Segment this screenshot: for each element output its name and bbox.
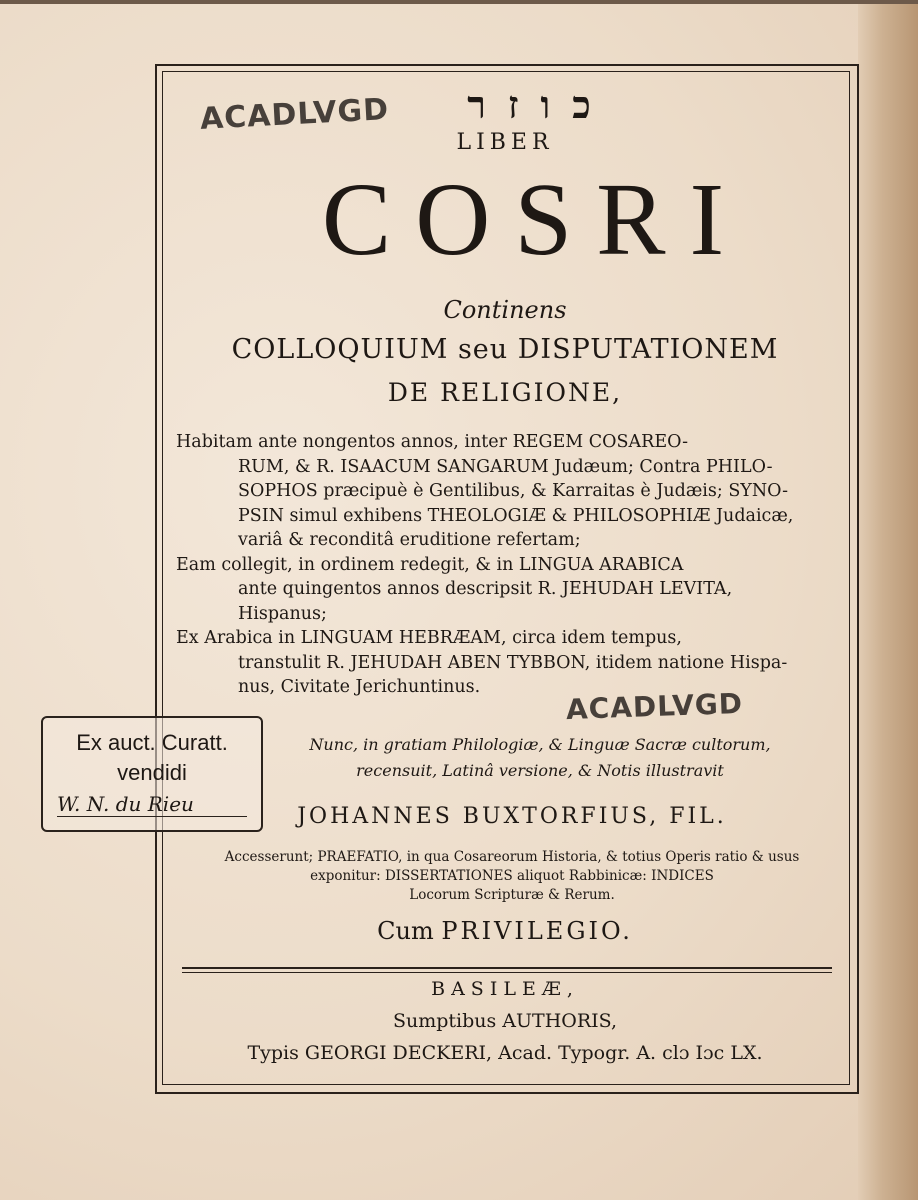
description-line: SOPHOS præcipuè è Gentilibus, & Karraitas è Judæis; SYNO-: [238, 481, 789, 501]
hebrew-title: כוזר: [467, 82, 613, 127]
description-line: Eam collegit, in ordinem redegit, & in LINGUA ARABICA: [176, 554, 684, 575]
sale-label-line: Ex auct. Curatt.: [76, 730, 228, 755]
description-line: PSIN simul exhibens THEOLOGIÆ & PHILOSOPHIÆ Judaicæ,: [238, 505, 794, 526]
main-title: COSRI: [321, 162, 749, 277]
description-line: Ex Arabica in LINGUAM HEBRÆAM, circa idem tempus,: [176, 628, 682, 648]
description-line: ante quingentos annos descripsit R. JEHUDAH LEVITA,: [238, 579, 733, 599]
library-stamp-top: ACADLVGD: [199, 92, 390, 137]
sale-label-line: vendidi: [117, 760, 187, 785]
description-line: variâ & reconditâ eruditione refertam;: [238, 530, 581, 550]
additions-line: exponitur: DISSERTATIONES aliquot Rabbinicæ: INDICES: [310, 868, 714, 884]
divider-rule: [182, 967, 832, 969]
description-block: [176, 430, 844, 700]
editor-note-line: recensuit, Latinâ versione, & Notis illustravit: [356, 761, 724, 780]
divider-rule-thin: [182, 972, 832, 973]
privilege-prefix: Cum: [377, 917, 434, 945]
author-name: JOHANNES BUXTORFIUS, FIL.: [297, 804, 727, 829]
description-line: nus, Civitate Jerichuntinus.: [238, 677, 481, 697]
imprint-publisher: Sumptibus AUTHORIS,: [392, 1010, 618, 1032]
sale-label: [41, 716, 263, 832]
heading-colloquium: COLLOQUIUM seu DISPUTATIONEM: [231, 334, 779, 365]
top-edge: [0, 0, 918, 4]
privilege-word: PRIVILEGIO.: [441, 917, 633, 945]
description-line: RUM, & R. ISAACUM SANGARUM Judæum; Contra PHILO-: [238, 456, 773, 477]
imprint-printer: Typis GEORGI DECKERI, Acad. Typogr. A. clɔ Iɔc LX.: [247, 1042, 763, 1064]
description-line: transtulit R. JEHUDAH ABEN TYBBON, itidem natione Hispa-: [238, 652, 788, 673]
additions-line: Accesserunt; PRAEFATIO, in qua Cosareorum Historia, & totius Operis ratio & usus: [224, 849, 800, 865]
title-small: LIBER: [456, 130, 554, 155]
library-stamp-middle: ACADLVGD: [565, 686, 744, 727]
editor-note: [280, 732, 800, 784]
editor-note-line: Nunc, in gratiam Philologiæ, & Linguæ Sacræ cultorum,: [309, 735, 771, 754]
description-line: Hispanus;: [238, 603, 327, 624]
additions-note: [188, 848, 836, 905]
heading-religione: DE RELIGIONE,: [387, 378, 623, 407]
additions-line: Locorum Scripturæ & Rerum.: [409, 887, 615, 903]
subtitle: Continens: [443, 296, 567, 324]
signature: W. N. du Rieu: [57, 792, 247, 817]
imprint-place: BASILEÆ,: [431, 978, 579, 1000]
description-line: Habitam ante nongentos annos, inter REGEM COSAREO-: [176, 432, 688, 452]
privilege-line: [162, 917, 848, 945]
